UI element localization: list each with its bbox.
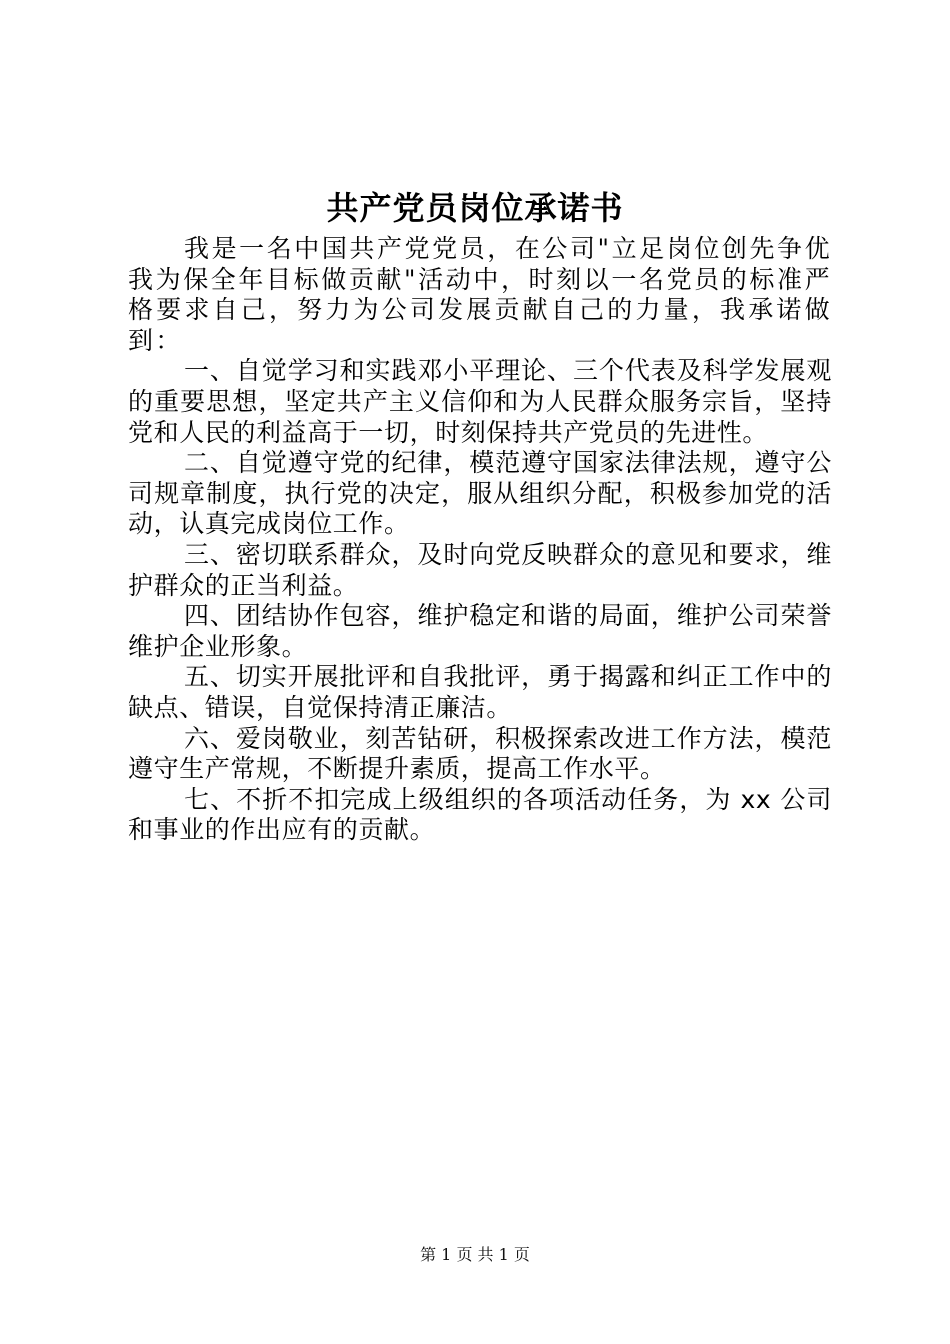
document-title: 共产党员岗位承诺书: [326, 189, 624, 227]
commitment-item-1: 一、自觉学习和实践邓小平理论、三个代表及科学发展观的重要思想，坚定共产主义信仰和为人民群众服务宗旨，坚持党和人民的利益高于一切，时刻保持共产党员的先进性。: [128, 356, 832, 447]
intro-paragraph: 我是一名中国共产党党员，在公司"立足岗位创先争优我为保全年目标做贡献"活动中，时刻以一名党员的标准严格要求自己，努力为公司发展贡献自己的力量，我承诺做到：: [128, 234, 832, 355]
commitment-item-7: 七、不折不扣完成上级组织的各项活动任务，为 xx 公司和事业的作出应有的贡献。: [128, 784, 832, 845]
commitment-item-6: 六、爱岗敬业，刻苦钻研，积极探索改进工作方法，模范遵守生产常规，不断提升素质，提高工作水平。: [128, 723, 832, 784]
commitment-item-2: 二、自觉遵守党的纪律，模范遵守国家法律法规，遵守公司规章制度，执行党的决定，服从组织分配，积极参加党的活动，认真完成岗位工作。: [128, 448, 832, 539]
document-body: [128, 234, 832, 846]
commitment-item-3: 三、密切联系群众，及时向党反映群众的意见和要求，维护群众的正当利益。: [128, 539, 832, 600]
commitment-item-4: 四、团结协作包容，维护稳定和谐的局面，维护公司荣誉维护企业形象。: [128, 601, 832, 661]
commitment-item-5: 五、切实开展批评和自我批评，勇于揭露和纠正工作中的缺点、错误，自觉保持清正廉洁。: [128, 662, 832, 722]
page-footer: 第 1 页 共 1 页: [420, 1245, 530, 1264]
